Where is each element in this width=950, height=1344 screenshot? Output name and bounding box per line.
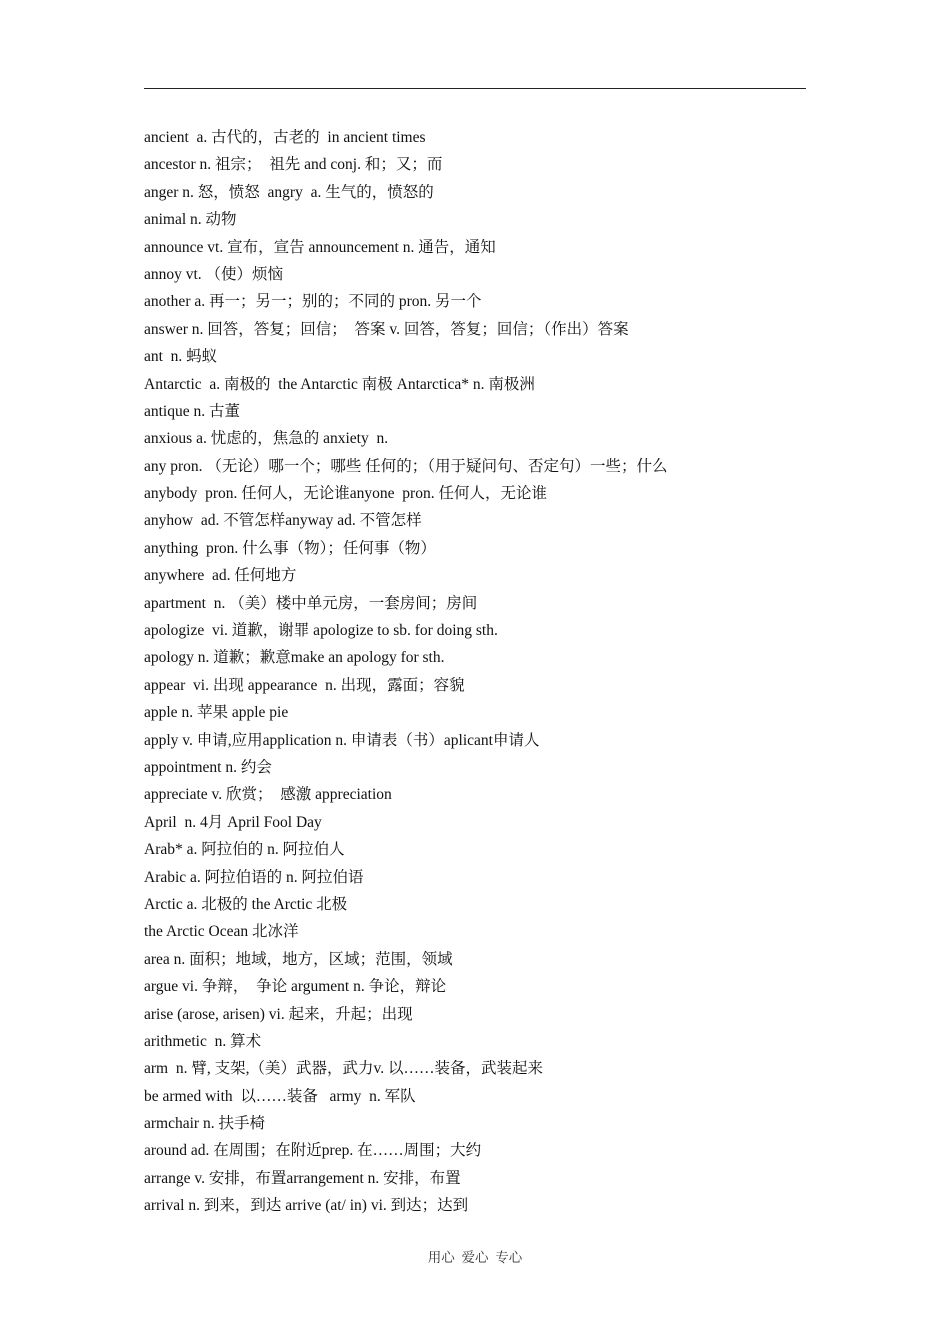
vocabulary-entry: apologize vi. 道歉，谢罪 apologize to sb. for doing sth. (144, 622, 498, 640)
vocabulary-entry: ancestor n. 祖宗； 祖先 and conj. 和；又；而 (144, 156, 443, 174)
vocabulary-entry: around ad. 在周围；在附近prep. 在……周围；大约 (144, 1142, 482, 1160)
vocabulary-entry: anxious a. 忧虑的，焦急的 anxiety n. (144, 430, 389, 448)
vocabulary-entry: apartment n. （美）楼中单元房，一套房间；房间 (144, 594, 478, 612)
vocabulary-entry: appreciate v. 欣赏； 感激 appreciation (144, 786, 392, 804)
vocabulary-entry: arrival n. 到来，到达 arrive (at/ in) vi. 到达；达到 (144, 1197, 469, 1215)
vocabulary-entry: anyhow ad. 不管怎样anyway ad. 不管怎样 (144, 512, 422, 530)
vocabulary-entry: anywhere ad. 任何地方 (144, 567, 297, 585)
vocabulary-entry: the Arctic Ocean 北冰洋 (144, 923, 299, 941)
vocabulary-entry: appointment n. 约会 (144, 758, 272, 776)
vocabulary-entry: arithmetic n. 算术 (144, 1032, 262, 1050)
vocabulary-entry: arrange v. 安排，布置arrangement n. 安排，布置 (144, 1169, 461, 1187)
vocabulary-entry: Arctic a. 北极的 the Arctic 北极 (144, 895, 348, 913)
vocabulary-entry: Arab* a. 阿拉伯的 n. 阿拉伯人 (144, 841, 345, 859)
vocabulary-entry: arise (arose, arisen) vi. 起来，升起；出现 (144, 1005, 413, 1023)
vocabulary-entry: ancient a. 古代的，古老的 in ancient times (144, 129, 426, 146)
vocabulary-entry: apply v. 申请,应用application n. 申请表（书）aplicant申请人 (144, 731, 540, 749)
vocabulary-entry: antique n. 古董 (144, 402, 240, 420)
page-footer: 用心 爱心 专心 (427, 1250, 523, 1265)
vocabulary-entry: April n. 4月 April Fool Day (144, 813, 322, 831)
vocabulary-list (144, 124, 844, 1220)
vocabulary-entry: argue vi. 争辩， 争论 argument n. 争论，辩论 (144, 978, 447, 996)
vocabulary-entry: animal n. 动物 (144, 211, 237, 229)
vocabulary-entry: anything pron. 什么事（物）；任何事（物） (144, 539, 436, 557)
vocabulary-entry: Antarctic a. 南极的 the Antarctic 南极 Antarctica* n. 南极洲 (144, 375, 535, 393)
vocabulary-entry: anger n. 怒，愤怒 angry a. 生气的，愤怒的 (144, 183, 434, 201)
vocabulary-entry: annoy vt. （使）烦恼 (144, 265, 284, 283)
vocabulary-entry: armchair n. 扶手椅 (144, 1115, 265, 1133)
vocabulary-entry: appear vi. 出现 appearance n. 出现，露面；容貌 (144, 676, 465, 694)
vocabulary-entry: apology n. 道歉；歉意make an apology for sth. (144, 649, 445, 667)
vocabulary-entry: arm n. 臂, 支架,（美）武器，武力v. 以……装备，武装起来 (144, 1060, 543, 1078)
vocabulary-entry: be armed with 以……装备 army n. 军队 (144, 1087, 416, 1105)
vocabulary-entry: another a. 再一；另一；别的；不同的 pron. 另一个 (144, 293, 482, 311)
header-rule (144, 88, 806, 89)
vocabulary-entry: anybody pron. 任何人，无论谁anyone pron. 任何人，无论谁 (144, 485, 547, 503)
vocabulary-entry: answer n. 回答，答复；回信； 答案 v. 回答，答复；回信；（作出）答案 (144, 320, 629, 338)
vocabulary-entry: announce vt. 宣布，宣告 announcement n. 通告，通知 (144, 238, 496, 256)
vocabulary-entry: any pron. （无论）哪一个；哪些 任何的；（用于疑问句、否定句）一些；什么 (144, 457, 668, 475)
vocabulary-entry: area n. 面积；地域，地方，区域；范围，领域 (144, 950, 453, 968)
vocabulary-entry: apple n. 苹果 apple pie (144, 704, 289, 722)
vocabulary-entry: Arabic a. 阿拉伯语的 n. 阿拉伯语 (144, 868, 364, 886)
vocabulary-entry: ant n. 蚂蚁 (144, 348, 218, 366)
